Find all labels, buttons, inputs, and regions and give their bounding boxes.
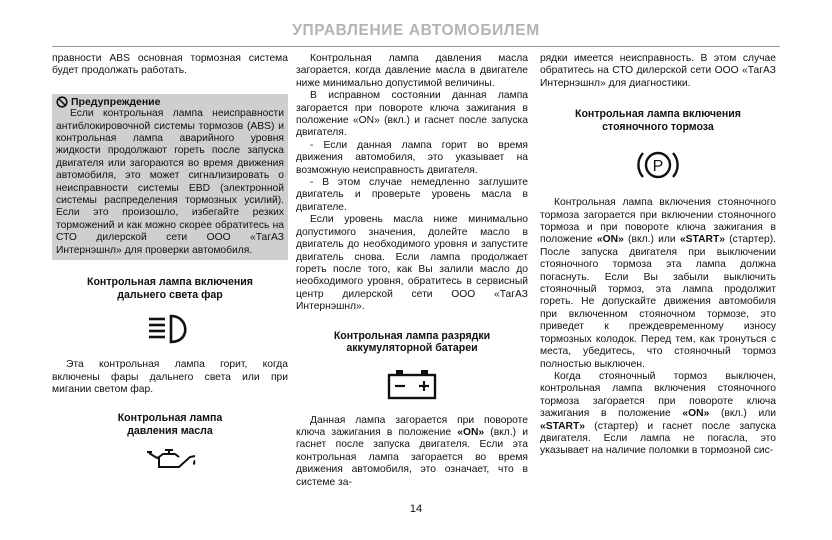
- parking-brake-heading-line2: стояночного тормоза: [602, 120, 714, 133]
- high-beam-heading-line2: дальнего света фар: [117, 288, 223, 301]
- prohibition-icon: [56, 96, 68, 108]
- battery-heading-line2: аккумуляторной батареи: [346, 342, 478, 355]
- parking-brake-heading: [540, 108, 776, 133]
- parking-brake-icon-box: [540, 145, 776, 185]
- battery-icon-box: [296, 367, 528, 401]
- oil-pressure-heading: [52, 412, 288, 437]
- parking-brake-paragraph-1: [540, 197, 776, 371]
- high-beam-icon-box: [52, 313, 288, 345]
- page-number: 14: [409, 503, 423, 515]
- warning-title: Предупреждение: [71, 95, 161, 108]
- intro-paragraph: правности ABS основная тормозная система будет продолжать работать.: [52, 53, 288, 77]
- pb2-on-label: «ON»: [682, 408, 710, 420]
- battery-text-a: Данная лампа загорается при повороте ключа зажигания в положение: [296, 414, 528, 438]
- parking-brake-icon: [635, 145, 681, 185]
- battery-icon: [385, 367, 439, 401]
- high-beam-text: Эта контрольная лампа горит, когда включены фары дальнего света или при мигании светом фар.: [52, 359, 288, 395]
- header-rule: [52, 46, 780, 47]
- pb-start-label: «START»: [679, 234, 725, 246]
- high-beam-icon: [145, 313, 195, 345]
- pb2-text-c: (стартер) и гаснет после запуска двигателя. Если лампа не погасла, это указывает на наличие поломки в тормозной сис-: [540, 420, 776, 457]
- oil-pressure-icon: [143, 445, 197, 475]
- warning-box: [52, 94, 288, 260]
- oil-paragraph-2: В исправном состоянии данная лампа загорается при повороте ключа зажигания в положение «ON» (вкл.) и гаснет после запуска двигателя.: [296, 90, 528, 139]
- oil-paragraph-1: Контрольная лампа давления масла загорается, когда давление масла в двигателе ниже минимально допустимой величины.: [296, 53, 528, 89]
- charging-continuation: рядки имеется неисправность. В этом случае обратитесь на СТО дилерской сети ООО «ТагАЗ Интернэшнл» для диагностики.: [540, 53, 776, 89]
- oil-pressure-heading-line2: давления масла: [127, 424, 213, 437]
- svg-text:P: P: [652, 158, 664, 176]
- oil-icon-box: [52, 445, 288, 475]
- oil-paragraph-5: Если уровень масла ниже минимально допустимого значения, долейте масло в двигатель до необходимого уровня и запустите двигатель снова. Если лампа продолжает гореть после того, как Вы залили масло до необходимого уровня, обратитесь в сервисный центр дилерской сети ООО «ТагАЗ Интернэшнл».: [296, 214, 528, 313]
- battery-paragraph: [296, 415, 528, 489]
- pb2-text-a: Когда стояночный тормоз выключен, контрольная лампа включения стояночного тормоза загорается при повороте ключа зажигания в положение: [540, 370, 776, 420]
- section-header: УПРАВЛЕНИЕ АВТОМОБИЛЕМ: [292, 22, 540, 39]
- battery-text-b: (вкл.) и гаснет после запуска двигателя. Если эта контрольная лампа загорается во время движения автомобиля, это означает, что в системе за-: [296, 426, 529, 488]
- pb-text-c: (стартер). После запуска двигателя при выключении стояночного тормоза эта лампа должна погаснуть. Если Вы забыли выключить стояночный тормоз, эта лампа продолжит гореть. Не допускайте движения автомобиля при включенном стояночном тормозе, это приведет к преждевременному износу тормозных колодок. Перед тем, как тронуться с места, убедитесь, что стояночный тормоз полностью выключен.: [540, 234, 776, 370]
- parking-brake-paragraph-2: [540, 371, 776, 458]
- warning-heading: [56, 96, 284, 108]
- warning-text: Если контрольная лампа неисправности антиблокировочной системы тормозов (ABS) и контрольная лампа аварийного уровня жидкости продолжают гореть после запуска двигателя или загораются во время движения автомобиля, это может сигнализировать о неисправности системы EBD (электронной системы распределения тормозных усилий). Если это произошло, избегайте резких торможений и как можно скорее обратитесь на СТО дилерской сети ООО «ТагАЗ Интернэшнл» для проверки автомобиля.: [56, 108, 284, 256]
- battery-heading-line1: Контрольная лампа разрядки: [333, 329, 491, 342]
- oil-paragraph-4: - В этом случае немедленно заглушите двигатель и проверьте уровень масла в двигателе.: [296, 177, 528, 213]
- on-position-label: «ON»: [457, 426, 485, 438]
- battery-heading: [296, 330, 528, 355]
- pb-on-label: «ON»: [596, 234, 624, 246]
- column-2: [296, 53, 528, 489]
- oil-pressure-heading-line1: Контрольная лампа: [117, 412, 223, 425]
- pb2-text-b: (вкл.) или: [709, 408, 776, 420]
- parking-brake-heading-line1: Контрольная лампа включения: [574, 108, 741, 121]
- column-1: [52, 53, 288, 475]
- high-beam-heading: [52, 276, 288, 301]
- pb-text-b: (вкл.) или: [623, 234, 680, 246]
- high-beam-heading-line1: Контрольная лампа включения: [86, 276, 253, 289]
- pb2-start-label: «START»: [540, 420, 586, 432]
- pb-text-a: Контрольная лампа включения стояночного тормоза загорается при включении стояночного тормоза и при повороте ключа зажигания в положение: [540, 197, 776, 246]
- column-3: [540, 53, 776, 458]
- oil-paragraph-3: - Если данная лампа горит во время движения автомобиля, это указывает на возможную неисправность двигателя.: [296, 139, 528, 176]
